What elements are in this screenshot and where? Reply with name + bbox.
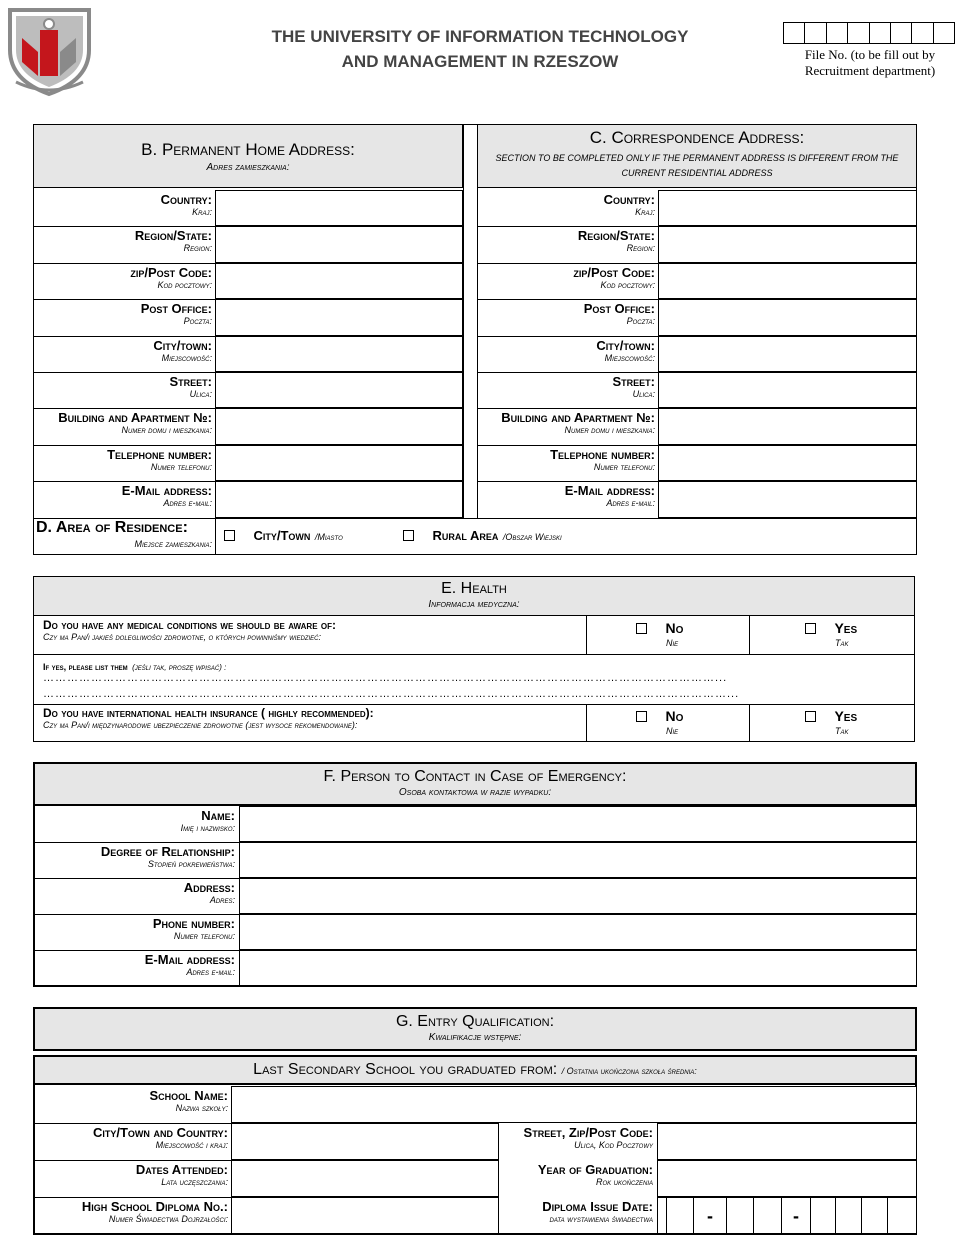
school-left-label-en: School Name:	[149, 1088, 228, 1103]
university-title	[250, 24, 710, 74]
emergency-label-pl: Stopień pokrewieństwa:	[147, 859, 235, 869]
section-b-label-pl: Miejscowość:	[161, 352, 212, 363]
emergency-label-4	[40, 952, 235, 977]
city-town-label-pl: /Miasto	[314, 532, 343, 542]
section-c-label-0	[480, 192, 655, 217]
section-c-label-en: Region/State:	[577, 228, 655, 244]
emergency-input-2[interactable]	[239, 878, 917, 914]
section-e-subtitle: Informacja medyczna:	[428, 599, 520, 610]
section-c-label-pl: Kraj:	[635, 207, 655, 217]
section-b-label-pl: Region:	[183, 243, 212, 254]
health-q1-no-label-pl: Nie	[666, 638, 679, 648]
health-q2-no-label: No	[665, 708, 684, 724]
section-b-label-en: Street:	[169, 374, 212, 389]
emergency-label-3	[40, 916, 235, 941]
school-left-label-pl: Numer Świadectwa Dojrzałości:	[108, 1214, 228, 1224]
section-c-input-1[interactable]	[658, 226, 917, 262]
section-c-label-en: E-Mail address:	[564, 483, 655, 499]
section-b-input-3[interactable]	[215, 299, 463, 335]
section-f-title: F. Person to Contact in Case of Emergency:	[323, 768, 627, 785]
section-c-label-5	[480, 374, 655, 399]
section-c-label-pl: Kod pocztowy:	[600, 279, 655, 290]
emergency-label-pl: Adres e-mail:	[186, 967, 235, 977]
section-b-input-8[interactable]	[215, 481, 463, 517]
section-b-label-8	[36, 483, 212, 508]
section-b-label-en: Country:	[160, 192, 212, 207]
section-b-input-2[interactable]	[215, 263, 463, 299]
health-q1-yes-label-pl: Tak	[835, 638, 849, 648]
school-right-input-1[interactable]	[657, 1160, 917, 1197]
section-c-label-pl: Miejscowość:	[604, 352, 655, 363]
option-city-town[interactable]	[224, 527, 343, 545]
section-c-label-2	[480, 265, 655, 290]
section-c-label-en: Post Office:	[583, 301, 655, 317]
section-g-title: G. Entry Qualification:	[395, 1013, 555, 1030]
section-c-input-8[interactable]	[658, 481, 917, 517]
school-left-input-0[interactable]	[231, 1086, 917, 1123]
school-left-input-2[interactable]	[231, 1160, 499, 1197]
section-b-label-6	[36, 410, 212, 435]
school-right-label-en: Year of Graduation:	[537, 1162, 653, 1177]
section-b-label-3	[36, 301, 212, 326]
section-f-subtitle: Osoba kontaktowa w razie wypadku:	[398, 787, 552, 798]
city-town-checkbox[interactable]	[224, 530, 235, 541]
emergency-label-en: Address:	[183, 880, 235, 895]
school-left-label-en: City/Town and Country:	[92, 1125, 228, 1140]
health-q2-yes-checkbox[interactable]	[805, 711, 816, 722]
section-b-label-pl: Kraj:	[192, 207, 212, 217]
school-left-label-0	[40, 1088, 228, 1113]
section-d-subtitle: Miejsce zamieszkania:	[134, 539, 212, 549]
school-left-label-1	[40, 1125, 228, 1150]
health-q2-no-label-pl: Nie	[666, 726, 679, 736]
school-heading: Last Secondary School you graduated from: / Ostatnia ukończona szkoła średnia:	[253, 1061, 697, 1078]
section-b-label-en: Post Office:	[140, 301, 212, 317]
shield-logo-icon	[2, 2, 97, 97]
health-question-2: Do you have international health insurance ( highly recommended): Czy ma Pan/i międzynarodowe ubezpieczenie zdrowotne (jest wysoce rekomendowane):	[43, 706, 374, 730]
city-town-label: City/Town	[253, 528, 311, 543]
date-separator-2: -	[793, 1205, 799, 1226]
school-right-input-0[interactable]	[657, 1123, 917, 1160]
section-c-label-pl: Numer domu i mieszkania:	[564, 425, 655, 436]
section-c-note: SECTION TO BE COMPLETED ONLY IF THE PERMANENT ADDRESS IS DIFFERENT FROM THE CURRENT RESIDENTIAL ADDRESS	[495, 153, 899, 178]
title-line-2: AND MANAGEMENT IN RZESZOW	[341, 52, 619, 71]
section-b-label-en: E-Mail address:	[121, 483, 212, 499]
emergency-input-4[interactable]	[239, 950, 917, 986]
section-c-label-en: Building and Apartment №:	[501, 410, 655, 426]
health-q1-no-checkbox[interactable]	[636, 623, 647, 634]
section-b-label-2	[36, 265, 212, 290]
school-left-input-1[interactable]	[231, 1123, 499, 1160]
section-g-subtitle: Kwalifikacje wstępne:	[428, 1032, 522, 1043]
section-c-input-0[interactable]	[658, 190, 917, 226]
section-b-title: B. Permanent Home Address:	[141, 140, 355, 159]
section-e-title: E. Health	[441, 580, 507, 597]
file-number-note: File No. (to be fill out by Recruitment department)	[804, 47, 936, 78]
emergency-label-1	[40, 844, 235, 869]
section-c-label-7	[480, 447, 655, 472]
health-q2-no-checkbox[interactable]	[636, 711, 647, 722]
section-c-input-5[interactable]	[658, 372, 917, 408]
health-q2-yes-label: Yes	[834, 708, 858, 724]
section-b-label-pl: Numer telefonu:	[150, 461, 212, 472]
section-b-label-1	[36, 228, 212, 253]
section-b-input-0[interactable]	[215, 190, 463, 226]
health-q2-yes-option[interactable]	[805, 708, 857, 736]
section-c-input-6[interactable]	[658, 408, 917, 444]
section-b-label-4	[36, 338, 212, 363]
health-q1-no-label: No	[665, 620, 684, 636]
emergency-label-2	[40, 880, 235, 905]
emergency-label-pl: Numer telefonu:	[173, 931, 235, 941]
section-b-label-en: Telephone number:	[107, 446, 212, 462]
section-c-input-2[interactable]	[658, 263, 917, 299]
date-separator-1: -	[707, 1205, 713, 1226]
section-c-label-8	[480, 483, 655, 508]
option-rural-area[interactable]	[403, 527, 562, 545]
rural-area-label: Rural Area	[432, 528, 499, 543]
section-b-label-pl: Poczta:	[183, 316, 212, 327]
section-c-label-en: zip/Post Code:	[573, 264, 655, 280]
school-left-label-pl: Nazwa szkoły:	[175, 1103, 228, 1113]
title-line-1: THE UNIVERSITY OF INFORMATION TECHNOLOGY	[271, 27, 689, 46]
school-right-label-en: Diploma Issue Date:	[542, 1199, 653, 1214]
section-c-label-pl: Adres e-mail:	[606, 498, 655, 509]
school-left-label-3	[40, 1199, 228, 1224]
health-question-1: Do you have any medical conditions we should be aware of: Czy ma Pan/i jakieś dolegliwości zdrowotne, o których powinniśmy wiedzieć:	[43, 618, 336, 642]
section-b-subtitle: Adres zamieszkania:	[206, 162, 290, 173]
emergency-label-en: Degree of Relationship:	[100, 844, 235, 859]
section-c-label-6	[480, 410, 655, 435]
section-d-title: D. Area of Residence:	[36, 519, 188, 536]
emergency-label-en: E-Mail address:	[144, 952, 235, 967]
school-right-label-pl: Rok ukończenia	[595, 1177, 653, 1187]
section-b-input-4[interactable]	[215, 336, 463, 372]
health-list-prompt: If yes, please list them (jeśli tak, proszę wpisać) :	[43, 662, 227, 672]
school-left-label-en: Dates Attended:	[135, 1162, 228, 1177]
school-right-label-0	[503, 1125, 653, 1150]
diploma-date-boxes[interactable]	[666, 1198, 914, 1234]
emergency-label-0	[40, 808, 235, 833]
rural-area-label-pl: /Obszar Wiejski	[502, 532, 562, 542]
section-b-label-en: Building and Apartment №:	[58, 410, 212, 426]
section-c-label-1	[480, 228, 655, 253]
section-b-label-5	[36, 374, 212, 399]
health-list-line-1[interactable]: ……………………………………………………………………………………………………………………………………………………...	[43, 672, 728, 684]
section-b-input-7[interactable]	[215, 445, 463, 481]
health-list-line-2[interactable]: ………………………………………………………………………………………………………………………………………………………...	[43, 688, 740, 700]
section-b-label-0	[36, 192, 212, 217]
school-right-label-1	[503, 1162, 653, 1187]
file-number-boxes[interactable]	[783, 22, 955, 44]
emergency-label-pl: Adres:	[209, 895, 235, 905]
emergency-label-en: Name:	[201, 808, 235, 823]
section-b-label-7	[36, 447, 212, 472]
section-b-label-pl: Kod pocztowy:	[157, 279, 212, 290]
section-c-label-en: Telephone number:	[550, 446, 655, 462]
section-c-input-3[interactable]	[658, 299, 917, 335]
school-left-label-pl: Lata uczęszczania:	[161, 1177, 228, 1187]
health-q1-no-option[interactable]	[636, 620, 683, 648]
section-c-label-pl: Poczta:	[626, 316, 655, 327]
section-b-label-en: City/town:	[153, 337, 212, 353]
school-right-label-en: Street, Zip/Post Code:	[523, 1125, 653, 1140]
rural-area-checkbox[interactable]	[403, 530, 414, 541]
section-c-label-en: Street:	[612, 374, 655, 389]
section-c-label-pl: Numer telefonu:	[593, 461, 655, 472]
school-left-label-en: High School Diploma No.:	[81, 1199, 228, 1214]
emergency-label-pl: Imię i nazwisko:	[180, 823, 235, 833]
section-c-label-pl: Ulica:	[632, 389, 655, 399]
health-q1-yes-checkbox[interactable]	[805, 623, 816, 634]
school-left-label-2	[40, 1162, 228, 1187]
section-b-label-pl: Ulica:	[189, 389, 212, 399]
section-c-title: C. Correspondence Address:	[589, 128, 805, 147]
section-c-label-en: Country:	[603, 192, 655, 207]
school-left-input-3[interactable]	[231, 1197, 499, 1234]
health-q2-yes-label-pl: Tak	[835, 726, 849, 736]
section-d-label	[36, 519, 212, 549]
section-c-label-pl: Region:	[626, 243, 655, 254]
emergency-label-en: Phone number:	[152, 916, 235, 931]
section-c-label-4	[480, 338, 655, 363]
section-b-label-pl: Adres e-mail:	[163, 498, 212, 509]
section-c-input-4[interactable]	[658, 336, 917, 372]
health-q1-yes-label: Yes	[834, 620, 858, 636]
section-b-label-en: zip/Post Code:	[130, 264, 212, 280]
university-logo	[2, 2, 97, 97]
section-b-input-6[interactable]	[215, 408, 463, 444]
section-c-label-en: City/town:	[596, 337, 655, 353]
school-right-label-pl: Ulica, Kod Pocztowy	[574, 1140, 653, 1150]
section-c-input-7[interactable]	[658, 445, 917, 481]
school-left-label-pl: Miejscowość i kraj:	[155, 1140, 228, 1150]
emergency-input-1[interactable]	[239, 842, 917, 878]
section-c-label-3	[480, 301, 655, 326]
section-b-input-5[interactable]	[215, 372, 463, 408]
school-right-label-2	[503, 1199, 653, 1224]
section-b-label-pl: Numer domu i mieszkania:	[121, 425, 212, 436]
emergency-input-3[interactable]	[239, 914, 917, 950]
emergency-input-0[interactable]	[239, 806, 917, 842]
section-b-label-en: Region/State:	[134, 228, 212, 244]
school-right-label-pl: data wystawienia świadectwa	[549, 1214, 653, 1224]
health-q1-yes-option[interactable]	[805, 620, 857, 648]
health-q2-no-option[interactable]	[636, 708, 683, 736]
section-b-input-1[interactable]	[215, 226, 463, 262]
